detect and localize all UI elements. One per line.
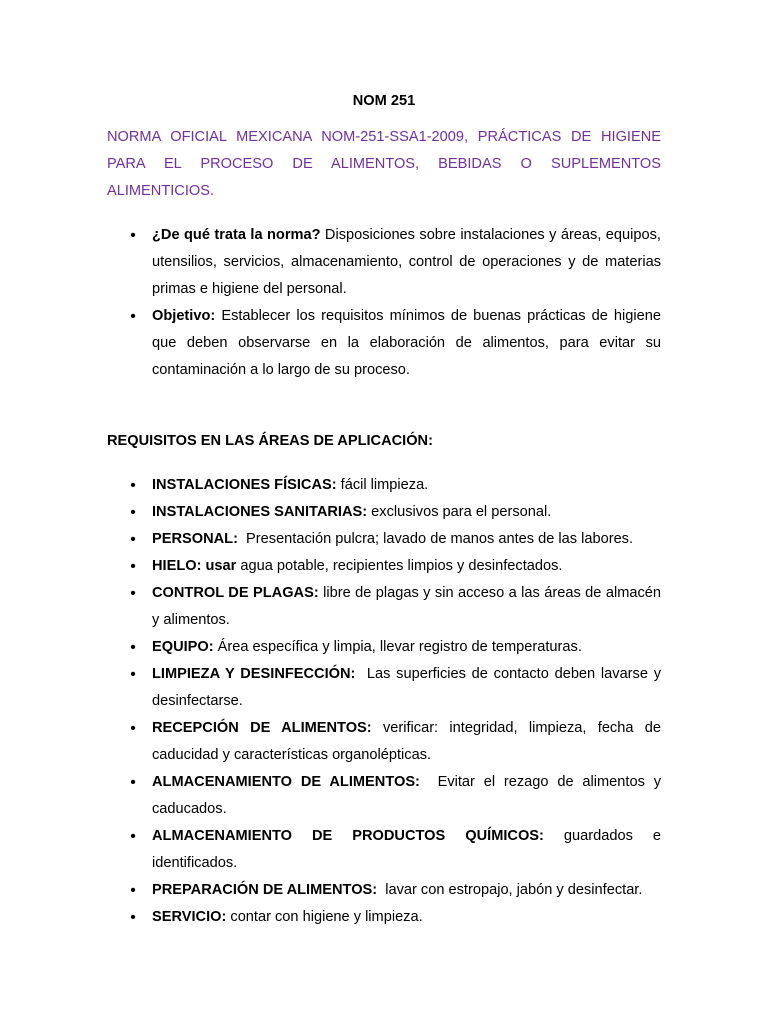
list-item-label: HIELO: usar: [152, 558, 237, 574]
list-item-label: INSTALACIONES SANITARIAS:: [152, 504, 368, 520]
list-item: [107, 634, 661, 661]
list-item-body: Evitar el rezago de alimentos y caducados.: [152, 774, 666, 817]
list-item-text: [152, 222, 661, 303]
list-item: [107, 715, 666, 769]
document-title: NOM 251: [352, 93, 416, 109]
list-item-label: PREPARACIÓN DE ALIMENTOS:: [152, 882, 378, 898]
list-item-label: EQUIPO:: [152, 639, 214, 655]
list-item-text: [152, 823, 666, 877]
list-item-label: RECEPCIÓN DE ALIMENTOS:: [152, 720, 372, 736]
list-item-text: [152, 499, 661, 526]
list-item-text: [152, 715, 666, 769]
list-item-label: INSTALACIONES FÍSICAS:: [152, 477, 337, 493]
list-item: [107, 526, 661, 553]
list-item-text: [152, 769, 666, 823]
bullet-icon: [128, 769, 138, 797]
list-item-body: fácil limpieza.: [336, 477, 429, 493]
list-item-text: [152, 634, 661, 661]
list-item-body: Establecer los requisitos mínimos de buenas prácticas de higiene que deben observarse en la elaboración de alimentos, para evitar su contaminación a lo largo de su proceso.: [152, 308, 661, 378]
list-item: [107, 823, 666, 877]
list-item: [107, 904, 661, 931]
bullet-icon: [128, 499, 138, 527]
list-item-label: ALMACENAMIENTO DE PRODUCTOS QUÍMICOS:: [152, 828, 544, 844]
list-item-body: Disposiciones sobre instalaciones y áreas, equipos, utensilios, servicios, almacenamiento, control de operaciones y de materias primas e higiene del personal.: [152, 227, 661, 297]
bullet-icon: [128, 553, 138, 581]
list-item: [107, 553, 661, 580]
list-item-label: SERVICIO:: [152, 909, 227, 925]
list-item: [107, 580, 666, 634]
bullet-icon: [128, 303, 138, 331]
list-item-label: Objetivo:: [152, 308, 216, 324]
list-item-body: verificar: integridad, limpieza, fecha de caducidad y características organolépticas.: [152, 720, 666, 763]
list-item-body: agua potable, recipientes limpios y desinfectados.: [236, 558, 563, 574]
list-item-body: exclusivos para el personal.: [367, 504, 552, 520]
list-item: [107, 769, 666, 823]
requirements-list: [107, 472, 666, 931]
bullet-icon: [128, 715, 138, 743]
list-item-body: contar con higiene y limpieza.: [226, 909, 423, 925]
list-item-label: LIMPIEZA Y DESINFECCIÓN:: [152, 666, 356, 682]
list-item: [107, 222, 661, 303]
list-item-body: Las superficies de contacto deben lavarse y desinfectarse.: [152, 666, 666, 709]
intro-list: [107, 222, 661, 384]
bullet-icon: [128, 877, 138, 905]
list-item: [107, 472, 661, 499]
list-item-body: libre de plagas y sin acceso a las áreas de almacén y alimentos.: [152, 585, 666, 628]
list-item: [107, 303, 661, 384]
bullet-icon: [128, 472, 138, 500]
list-item-text: [152, 303, 661, 384]
list-item-text: [152, 661, 666, 715]
list-item-label: CONTROL DE PLAGAS:: [152, 585, 319, 601]
bullet-icon: [128, 526, 138, 554]
list-item-label: ALMACENAMIENTO DE ALIMENTOS:: [152, 774, 420, 790]
list-item-body: Área específica y limpia, llevar registro de temperaturas.: [213, 639, 582, 655]
bullet-icon: [128, 634, 138, 662]
list-item-text: [152, 526, 661, 553]
document-subtitle: NORMA OFICIAL MEXICANA NOM-251-SSA1-2009, PRÁCTICAS DE HIGIENE PARA EL PROCESO DE ALIMENTOS, BEBIDAS O SUPLEMENTOS ALIMENTICIOS.: [107, 129, 661, 199]
list-item-text: [152, 553, 661, 580]
list-item: [107, 877, 661, 904]
list-item: [107, 499, 661, 526]
list-item-body: lavar con estropajo, jabón y desinfectar.: [377, 882, 643, 898]
list-item-body: guardados e identificados.: [152, 828, 666, 871]
list-item-text: [152, 904, 661, 931]
section-heading: REQUISITOS EN LAS ÁREAS DE APLICACIÓN:: [107, 433, 433, 449]
bullet-icon: [128, 222, 138, 250]
list-item-label: PERSONAL:: [152, 531, 238, 547]
list-item-label: ¿De qué trata la norma?: [152, 227, 321, 243]
list-item-text: [152, 472, 661, 499]
list-item-text: [152, 580, 666, 634]
bullet-icon: [128, 580, 138, 608]
list-item: [107, 661, 666, 715]
bullet-icon: [128, 661, 138, 689]
bullet-icon: [128, 904, 138, 932]
list-item-body: Presentación pulcra; lavado de manos antes de las labores.: [237, 531, 634, 547]
bullet-icon: [128, 823, 138, 851]
list-item-text: [152, 877, 661, 904]
